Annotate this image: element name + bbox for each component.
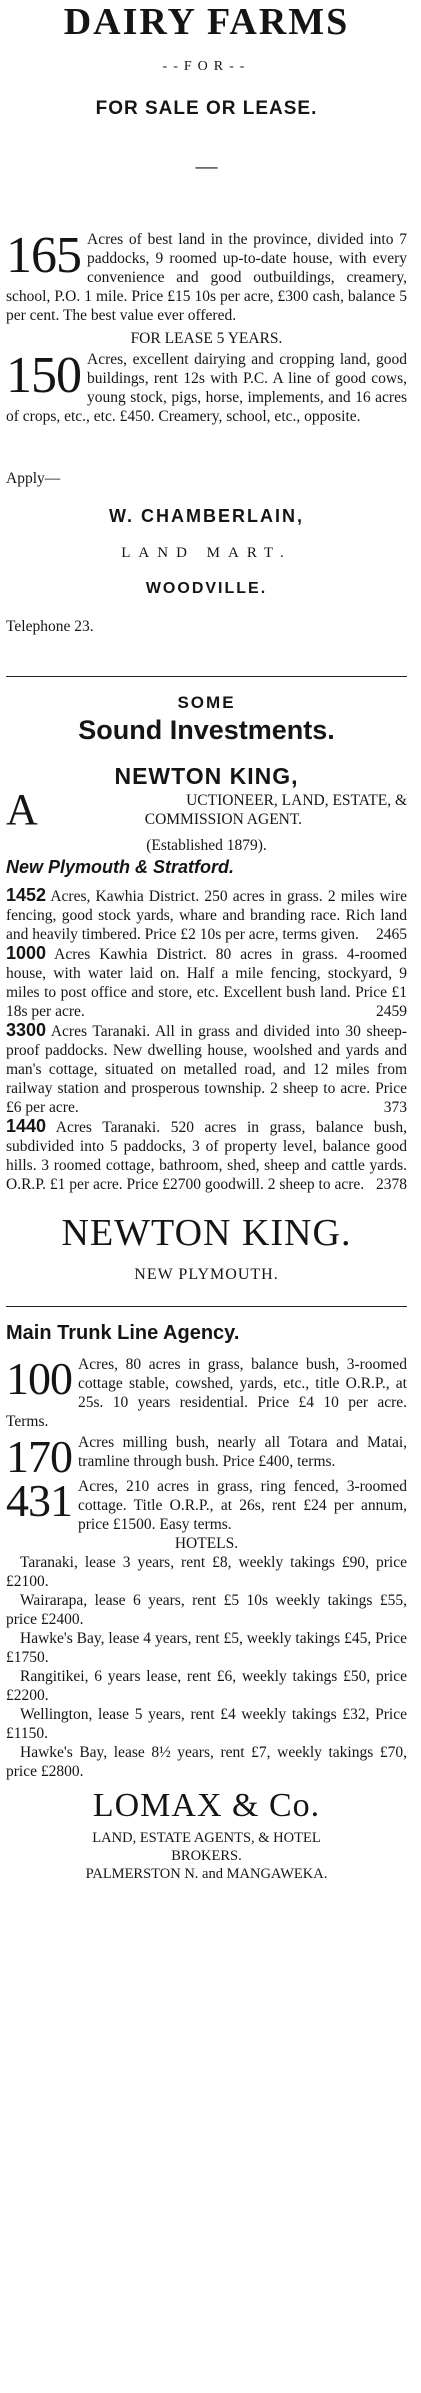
lomax-towns: PALMERSTON N. and MANGAWEKA. bbox=[85, 1866, 328, 1882]
hotel-item: Hawke's Bay, lease 8½ years, rent £7, weekly takings £70, price £2800. bbox=[6, 1744, 407, 1780]
lomax-firm: LOMAX & Co. bbox=[92, 1787, 321, 1824]
lease-heading: FOR LEASE 5 YEARS. bbox=[130, 330, 283, 347]
listing-number: 1440 bbox=[6, 1116, 47, 1136]
sound-investments-headline: Sound Investments. bbox=[78, 715, 335, 745]
listing-ref: 2465 bbox=[376, 926, 407, 943]
listing-ref: 373 bbox=[383, 1099, 407, 1116]
agent-town: WOODVILLE. bbox=[145, 580, 268, 597]
for-sale-lease-heading: FOR SALE OR LEASE. bbox=[95, 98, 318, 119]
established: (Established 1879). bbox=[146, 837, 267, 854]
newton-listing bbox=[6, 944, 407, 1021]
listing-number: 100 bbox=[6, 1353, 72, 1404]
hotel-item: Taranaki, lease 3 years, rent £8, weekly takings £90, price £2100. bbox=[6, 1554, 407, 1590]
listing-number: 3300 bbox=[6, 1020, 47, 1040]
listing-number: 431 bbox=[6, 1475, 72, 1526]
listing-number: 150 bbox=[6, 347, 81, 404]
drop-cap: A bbox=[6, 785, 38, 834]
hotel-item: Wairarapa, lease 6 years, rent £5 10s weekly takings £55, price £2400. bbox=[6, 1592, 407, 1628]
firm-desc-line2: COMMISSION AGENT. bbox=[144, 811, 303, 828]
main-trunk-headline: Main Trunk Line Agency. bbox=[6, 1322, 240, 1344]
for-label: --FOR-- bbox=[162, 59, 251, 74]
newton-listing bbox=[6, 1117, 407, 1194]
listing-text: Acres Taranaki. 520 acres in grass, balance bush, subdivided into 5 paddocks, 3 of property level, balance good hills. 3 roomed cottage, bathroom, shed, sheep and cattle yards. O.R.P. £1 per acre. Price £2700 goodwill. 2 sheep to acre. bbox=[6, 1119, 407, 1193]
newton-king-ad bbox=[6, 693, 407, 1284]
listing-text: Acres, excellent dairying and cropping land, good buildings, rent 12s with P.C. A line of good cows, young stock, pigs, horse, implements, and 16 acres of crops, etc., etc. £450. Creamery, school, etc., opposite. bbox=[6, 351, 407, 425]
agent-name: W. CHAMBERLAIN, bbox=[109, 506, 304, 526]
listing-number: 1000 bbox=[6, 943, 47, 963]
listing-text: Acres, Kawhia District. 250 acres in grass. 2 miles wire fencing, good stock yards, whare and branding race. Rich land and heavily timbered. Price £2 10s per acre, terms given. bbox=[6, 888, 407, 943]
telephone: Telephone 23. bbox=[6, 618, 94, 635]
some-label: SOME bbox=[177, 693, 236, 712]
hotel-item: Hawke's Bay, lease 4 years, rent £5, weekly takings £45, Price £1750. bbox=[6, 1630, 407, 1666]
listing-150 bbox=[6, 347, 407, 426]
listing-text: Acres milling bush, nearly all Totara and Matai, tramline through bush. Price £400, terms. bbox=[78, 1434, 407, 1470]
divider bbox=[6, 1306, 407, 1307]
firm-description bbox=[6, 785, 407, 834]
location-heading: New Plymouth & Stratford. bbox=[6, 857, 235, 877]
newton-listing bbox=[6, 1021, 407, 1117]
listing-ref: 2378 bbox=[376, 1176, 407, 1193]
listing-number: 170 bbox=[6, 1431, 72, 1482]
listing-number: 1452 bbox=[6, 885, 47, 905]
listing-text: Acres of best land in the province, divided into 7 paddocks, 9 roomed up-to-date house, with every convenience and good outbuildings, creamery, school, P.O. 1 mile. Price £15 10s per acre, £300 cash, balance 5 per cent. The best value ever offered. bbox=[6, 231, 407, 324]
hotels-heading: HOTELS. bbox=[174, 1535, 239, 1552]
agent-subtitle: LAND MART. bbox=[121, 545, 292, 561]
dash-separator: — bbox=[195, 153, 218, 178]
hotel-list bbox=[6, 1553, 407, 1781]
firm-desc-line1: UCTIONEER, LAND, ESTATE, & bbox=[186, 792, 407, 809]
hotel-item: Rangitikei, 6 years lease, rent £6, weekly takings £50, price £2200. bbox=[6, 1668, 407, 1704]
dairy-farms-ad bbox=[6, 2, 407, 636]
listing-number: 165 bbox=[6, 227, 81, 284]
listing-100 bbox=[6, 1355, 407, 1431]
newton-king-town: NEW PLYMOUTH. bbox=[134, 1266, 279, 1283]
listing-text: Acres, 80 acres in grass, balance bush, 3-roomed cottage stable, cowshed, yards, etc., title O.R.P., at 25s. 10 years residential. Price £4 10 per acre. Terms. bbox=[6, 1356, 407, 1430]
newton-listing bbox=[6, 886, 407, 944]
lomax-desc-line2: BROKERS. bbox=[171, 1848, 242, 1864]
newton-listings bbox=[6, 886, 407, 1194]
apply-label: Apply— bbox=[6, 470, 61, 487]
listing-text: Acres Kawhia District. 80 acres in grass. 4-roomed house, with water laid on. Half a mile fencing, stockyard, 9 miles to post office and store, etc. Excellent bush land. Price £1 18s per acre. bbox=[6, 946, 407, 1020]
divider bbox=[6, 676, 407, 677]
listing-ref: 2459 bbox=[376, 1003, 407, 1020]
lomax-desc-line1: LAND, ESTATE AGENTS, & HOTEL bbox=[92, 1830, 321, 1846]
listing-431 bbox=[6, 1477, 407, 1534]
listing-text: Acres, 210 acres in grass, ring fenced, 3-roomed cottage. Title O.R.P., at 26s, rent £24 per annum, price £1500. Easy terms. bbox=[78, 1478, 407, 1533]
listing-170 bbox=[6, 1431, 407, 1482]
dairy-title: DAIRY FARMS bbox=[63, 1, 350, 43]
lomax-ad bbox=[6, 1321, 407, 1883]
listing-text: Acres Taranaki. All in grass and divided into 30 sheep-proof paddocks. New dwelling house, woolshed and yards and man's cottage, situated on metalled road, and 12 miles from railway station and prosperous township. 2 sheep to acre. Price £6 per acre. bbox=[6, 1023, 407, 1116]
newton-king-signature: NEWTON KING. bbox=[61, 1212, 352, 1254]
listing-165 bbox=[6, 227, 407, 325]
hotel-item: Wellington, lease 5 years, rent £4 weekly takings £32, Price £1150. bbox=[6, 1706, 407, 1742]
newton-king-firm: NEWTON KING, bbox=[114, 763, 299, 789]
